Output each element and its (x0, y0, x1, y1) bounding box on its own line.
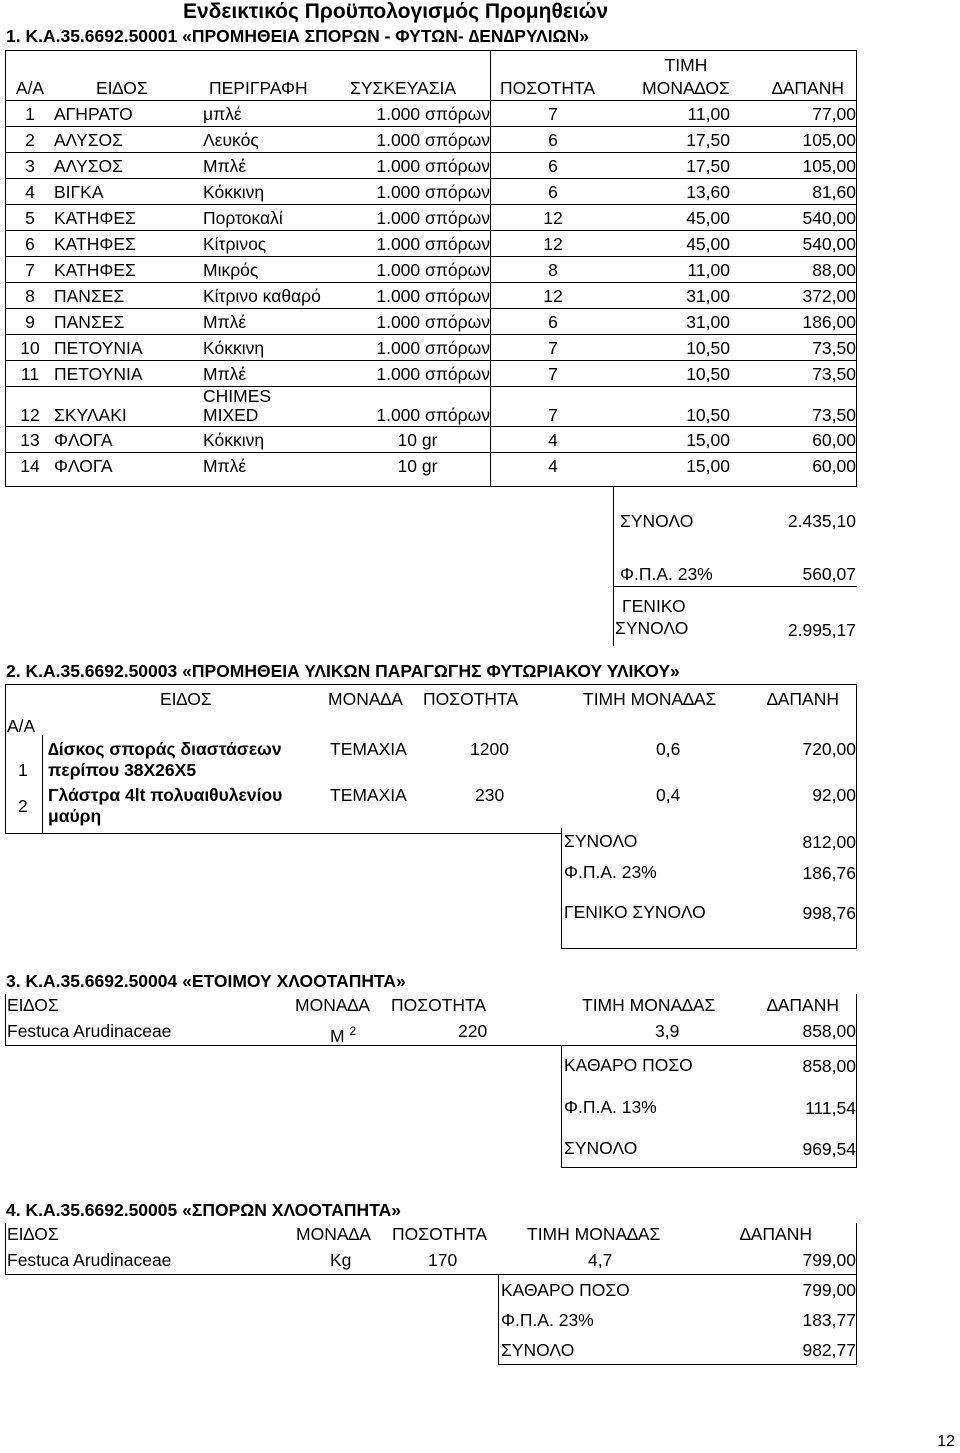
s1-row-desc: Μικρός (203, 260, 259, 280)
section-3-heading: 3. Κ.Α.35.6692.50004 «ΕΤΟΙΜΟΥ ΧΛΟΟΤΑΠΗΤΑ» (6, 971, 406, 991)
s1-row-qty: 12 (543, 234, 563, 254)
s1-row-cost: 105,00 (802, 156, 856, 176)
s2-col-eidos: ΕΙ∆ΟΣ (160, 689, 212, 709)
s1-row-eidos: ΚΑΤΗΦΕΣ (54, 234, 136, 254)
s1-row12-price: 10,50 (686, 405, 730, 425)
s2-row1-qty: 1200 (470, 739, 509, 759)
s1-row-desc: Κόκκινη (203, 182, 265, 202)
row-divider (5, 452, 857, 453)
s4-col-eidos: ΕΙ∆ΟΣ (7, 1224, 59, 1244)
s1-row-desc: Μπλέ (203, 156, 247, 176)
s1-row-price: 15,00 (686, 456, 730, 476)
s1-row-aa: 4 (25, 182, 35, 202)
s1-row-aa: 8 (25, 286, 35, 306)
col-header-eidos: ΕΙ∆ΟΣ (96, 78, 148, 98)
s1-row-price: 10,50 (686, 364, 730, 384)
s1-row-qty: 7 (548, 364, 558, 384)
row-divider (5, 360, 857, 361)
s1-row-eidos: ΠΑΝΣΕΣ (54, 312, 125, 332)
s4-sum-label: ΣΥΝΟΛΟ (501, 1340, 575, 1360)
s1-row-pack: 1.000 σπόρων (376, 104, 490, 124)
s2-row2-qty: 230 (475, 785, 505, 805)
s1-row-eidos: ΦΛΟΓΑ (54, 430, 113, 450)
s1-row-pack: 1.000 σπόρων (376, 130, 490, 150)
s3-row-unit-superscript: 2 (349, 1024, 357, 1038)
s3-row-cost: 858,00 (802, 1021, 856, 1041)
row-divider (5, 426, 857, 427)
s2-vat-label: Φ.Π.Α. 23% (564, 862, 657, 882)
s1-row-eidos: ΚΑΤΗΦΕΣ (54, 208, 136, 228)
col-header-timi-monados: ΜΟΝΑ∆ΟΣ (642, 78, 730, 98)
s1-row-eidos: ΑΓΗΡΑΤΟ (54, 104, 133, 124)
s1-row-pack: 1.000 σπόρων (376, 286, 490, 306)
s1-row-qty: 4 (548, 430, 558, 450)
s4-col-posotita: ΠΟΣΟΤΗΤΑ (392, 1224, 488, 1244)
row-divider (5, 126, 857, 127)
section-2-heading: 2. Κ.Α.35.6692.50003 «ΠΡΟΜΗΘΕΙΑ ΥΛΙΚΩΝ ΠΑΡΑΓΩΓΗΣ ΦΥΤΩΡΙΑΚΟΥ ΥΛΙΚΟΥ» (6, 661, 680, 681)
s1-row-price: 11,00 (687, 104, 730, 124)
row-divider (5, 386, 857, 387)
row-divider (5, 100, 857, 101)
s1-row-cost: 81,60 (812, 182, 856, 202)
s4-col-dapani: ∆ΑΠΑΝΗ (740, 1224, 812, 1244)
s2-col-aa: Α/Α (7, 716, 36, 736)
s1-row12-eidos: ΣΚΥΛΑΚΙ (54, 405, 127, 425)
s2-row1-unit: ΤΕΜΑΧΙΑ (330, 739, 407, 759)
s2-row1-desc-1: ∆ίσκος σποράς διαστάσεων (48, 739, 282, 759)
s1-row-cost: 186,00 (802, 312, 856, 332)
s1-row-desc: Κόκκινη (203, 338, 265, 358)
s1-row-desc: Μπλέ (203, 312, 247, 332)
s3-net-label: ΚΑΘΑΡΟ ΠΟΣΟ (564, 1055, 693, 1075)
s2-row1-desc-2: περίπου 38Χ26Χ5 (48, 760, 197, 780)
page-number: 12 (937, 1433, 955, 1450)
s2-row1-cost: 720,00 (802, 739, 856, 759)
s1-row-desc: Μπλέ (203, 456, 247, 476)
s1-row-eidos: ΠΑΝΣΕΣ (54, 286, 125, 306)
s1-row12-aa: 12 (20, 405, 40, 425)
s1-row-aa: 3 (25, 156, 35, 176)
s3-row-price: 3,9 (655, 1021, 680, 1041)
s1-row-desc: Κόκκινη (203, 430, 265, 450)
s1-row-desc: μπλέ (203, 104, 242, 124)
s1-vat-value: 560,07 (802, 564, 856, 584)
s1-row-pack: 1.000 σπόρων (376, 182, 490, 202)
s1-total-label-1: ΓΕΝΙΚΟ (622, 596, 686, 616)
s1-row-qty: 6 (548, 156, 558, 176)
s1-row-aa: 11 (20, 364, 40, 384)
s1-row-qty: 8 (548, 260, 558, 280)
s2-sum-label: ΣΥΝΟΛΟ (564, 831, 638, 851)
s1-row-cost: 540,00 (802, 208, 856, 228)
section-4-heading: 4. Κ.Α.35.6692.50005 «ΣΠΟΡΩΝ ΧΛΟΟΤΑΠΗΤΑ» (6, 1200, 401, 1220)
s1-row-pack: 1.000 σπόρων (376, 260, 490, 280)
s1-total-value: 2.995,17 (787, 620, 856, 640)
s1-row-price: 13,60 (686, 182, 730, 202)
s1-row-qty: 6 (548, 182, 558, 202)
s3-col-monada: ΜΟΝΑ∆Α (295, 995, 370, 1015)
col-header-timi: ΤΙΜΗ (664, 55, 708, 75)
s2-col-monada: ΜΟΝΑ∆Α (328, 689, 403, 709)
s1-row-pack: 10 gr (397, 456, 438, 476)
s3-vat-value: 111,54 (805, 1098, 856, 1118)
s3-col-dapani: ∆ΑΠΑΝΗ (767, 995, 839, 1015)
s1-row-qty: 12 (543, 208, 563, 228)
s1-row-price: 11,00 (687, 260, 730, 280)
s1-row-price: 17,50 (686, 130, 730, 150)
s2-row1-price: 0,6 (656, 739, 681, 759)
s1-row-aa: 1 (25, 104, 35, 124)
s1-row-price: 15,00 (686, 430, 730, 450)
s1-row-qty: 4 (548, 456, 558, 476)
s1-row-pack: 1.000 σπόρων (376, 156, 490, 176)
s1-row-qty: 7 (548, 338, 558, 358)
s1-row-desc: Κίτρινο καθαρό (203, 286, 321, 306)
s1-row-desc: Λευκός (203, 130, 259, 150)
col-header-syskevasia: ΣΥΣΚΕΥΑΣΙΑ (350, 78, 457, 98)
s1-row12-desc-2: MIXED (203, 405, 259, 425)
s1-row-desc: Κίτρινος (203, 234, 267, 254)
s1-row-price: 31,00 (686, 286, 730, 306)
s3-row-unit: Μ $^2$ (330, 1024, 357, 1046)
s1-row-qty: 6 (548, 312, 558, 332)
s2-row2-price: 0,4 (656, 785, 681, 805)
s1-row-pack: 1.000 σπόρων (376, 234, 490, 254)
s1-row-cost: 88,00 (812, 260, 856, 280)
s1-row-aa: 10 (20, 338, 40, 358)
row-divider (5, 152, 857, 153)
s3-sum-value: 969,54 (802, 1139, 856, 1159)
s1-row-desc: Μπλέ (203, 364, 247, 384)
s1-row-price: 31,00 (686, 312, 730, 332)
s1-row12-pack: 1.000 σπόρων (376, 405, 490, 425)
s1-row-aa: 7 (25, 260, 35, 280)
row-divider (5, 282, 857, 283)
s2-total-value: 998,76 (802, 903, 856, 923)
s4-vat-value: 183,77 (802, 1310, 856, 1330)
s2-row1-aa: 1 (18, 760, 28, 780)
s1-row-price: 10,50 (686, 338, 730, 358)
s4-row-desc: Festuca Arudinaceae (7, 1250, 172, 1270)
s3-net-value: 858,00 (802, 1056, 856, 1076)
s1-row-price: 17,50 (686, 156, 730, 176)
s1-row-cost: 105,00 (802, 130, 856, 150)
col-header-perigrafi: ΠΕΡΙΓΡΑΦΗ (209, 78, 308, 98)
s1-row-pack: 1.000 σπόρων (376, 208, 490, 228)
s4-vat-label: Φ.Π.Α. 23% (501, 1310, 594, 1330)
row-divider (5, 334, 857, 335)
s1-row-eidos: ΑΛΥΣΟΣ (54, 130, 123, 150)
s3-row-qty: 220 (458, 1021, 488, 1041)
document-title: Ενδεικτικός Προϋπολογισμός Προμηθειών (183, 0, 609, 23)
s1-row-pack: 1.000 σπόρων (376, 312, 490, 332)
s4-net-value: 799,00 (802, 1280, 856, 1300)
s3-sum-label: ΣΥΝΟΛΟ (564, 1138, 638, 1158)
s1-row-pack: 1.000 σπόρων (376, 364, 490, 384)
col-header-dapani: ∆ΑΠΑΝΗ (772, 78, 844, 98)
s1-row-cost: 77,00 (812, 104, 856, 124)
s3-row-desc: Festuca Arudinaceae (7, 1021, 172, 1041)
s1-row12-cost: 73,50 (812, 405, 856, 425)
s1-row-price: 45,00 (686, 234, 730, 254)
s1-row-eidos: ΠΕΤΟΥΝΙΑ (54, 338, 143, 358)
s1-sum-value: 2.435,10 (787, 511, 856, 531)
s1-row-aa: 9 (25, 312, 35, 332)
s1-row-cost: 60,00 (812, 430, 856, 450)
s4-row-qty: 170 (428, 1250, 458, 1270)
s1-row-eidos: ΦΛΟΓΑ (54, 456, 113, 476)
row-divider (5, 178, 857, 179)
s4-col-timi: ΤΙΜΗ ΜΟΝΑ∆ΑΣ (527, 1224, 661, 1244)
s1-total-label-2: ΣΥΝΟΛΟ (615, 618, 689, 638)
row-divider (5, 230, 857, 231)
s2-row2-cost: 92,00 (812, 785, 856, 805)
s1-row-eidos: ΑΛΥΣΟΣ (54, 156, 123, 176)
s1-row-aa: 6 (25, 234, 35, 254)
s4-row-cost: 799,00 (802, 1250, 856, 1270)
s1-row-cost: 372,00 (802, 286, 856, 306)
s2-row2-aa: 2 (18, 796, 28, 816)
s1-row-desc: Πορτοκαλί (203, 208, 283, 228)
s1-row-qty: 12 (543, 286, 563, 306)
s3-col-posotita: ΠΟΣΟΤΗΤΑ (391, 995, 487, 1015)
s1-row-pack: 1.000 σπόρων (376, 338, 490, 358)
s1-row-eidos: ΚΑΤΗΦΕΣ (54, 260, 136, 280)
s1-row-cost: 73,50 (812, 338, 856, 358)
row-divider (5, 204, 857, 205)
row-divider (5, 256, 857, 257)
s1-row12-desc-1: CHIMES (203, 386, 272, 406)
s3-col-eidos: ΕΙ∆ΟΣ (7, 995, 59, 1015)
s2-row2-desc-2: μαύρη (48, 806, 102, 826)
s2-col-posotita: ΠΟΣΟΤΗΤΑ (423, 689, 519, 709)
s4-row-price: 4,7 (588, 1250, 613, 1270)
s1-row-aa: 14 (20, 456, 40, 476)
s1-row12-qty: 7 (548, 405, 558, 425)
s2-col-dapani: ∆ΑΠΑΝΗ (767, 689, 839, 709)
s1-row-eidos: ΠΕΤΟΥΝΙΑ (54, 364, 143, 384)
s1-row-aa: 5 (25, 208, 35, 228)
s3-col-timi: ΤΙΜΗ ΜΟΝΑ∆ΑΣ (582, 995, 716, 1015)
s4-net-label: ΚΑΘΑΡΟ ΠΟΣΟ (501, 1280, 630, 1300)
s4-sum-value: 982,77 (802, 1340, 856, 1360)
s2-col-timi: ΤΙΜΗ ΜΟΝΑ∆ΑΣ (583, 689, 717, 709)
s2-vat-value: 186,76 (802, 863, 856, 883)
s1-row-aa: 2 (25, 130, 35, 150)
s2-total-label: ΓΕΝΙΚΟ ΣΥΝΟΛΟ (564, 902, 706, 922)
s1-row-qty: 6 (548, 130, 558, 150)
s1-row-cost: 540,00 (802, 234, 856, 254)
s2-row2-unit: ΤΕΜΑΧΙΑ (330, 785, 407, 805)
s1-row-pack: 10 gr (397, 430, 438, 450)
s1-row-aa: 13 (20, 430, 40, 450)
s4-col-monada: ΜΟΝΑ∆Α (296, 1224, 371, 1244)
s1-row-price: 45,00 (686, 208, 730, 228)
s3-vat-label: Φ.Π.Α. 13% (564, 1097, 657, 1117)
s1-sum-label: ΣΥΝΟΛΟ (620, 511, 694, 531)
col-header-aa: Α/Α (15, 78, 45, 98)
col-header-posotita: ΠΟΣΟΤΗΤΑ (500, 78, 596, 98)
s1-row-cost: 73,50 (812, 364, 856, 384)
section-1-heading: 1. Κ.Α.35.6692.50001 «ΠΡΟΜΗΘΕΙΑ ΣΠΟΡΩΝ - ΦΥΤΩΝ- ∆ΕΝ∆ΡΥΛΙΩΝ» (6, 26, 589, 46)
s2-row2-desc-1: Γλάστρα 4lt πολυαιθυλενίου (48, 785, 283, 805)
s1-row-cost: 60,00 (812, 456, 856, 476)
s2-sum-value: 812,00 (802, 832, 856, 852)
row-divider (5, 308, 857, 309)
s4-row-unit: Kg (330, 1250, 352, 1270)
s1-vat-label: Φ.Π.Α. 23% (620, 564, 713, 584)
s1-row-qty: 7 (548, 104, 558, 124)
s1-row-eidos: ΒΙΓΚΑ (54, 182, 104, 202)
